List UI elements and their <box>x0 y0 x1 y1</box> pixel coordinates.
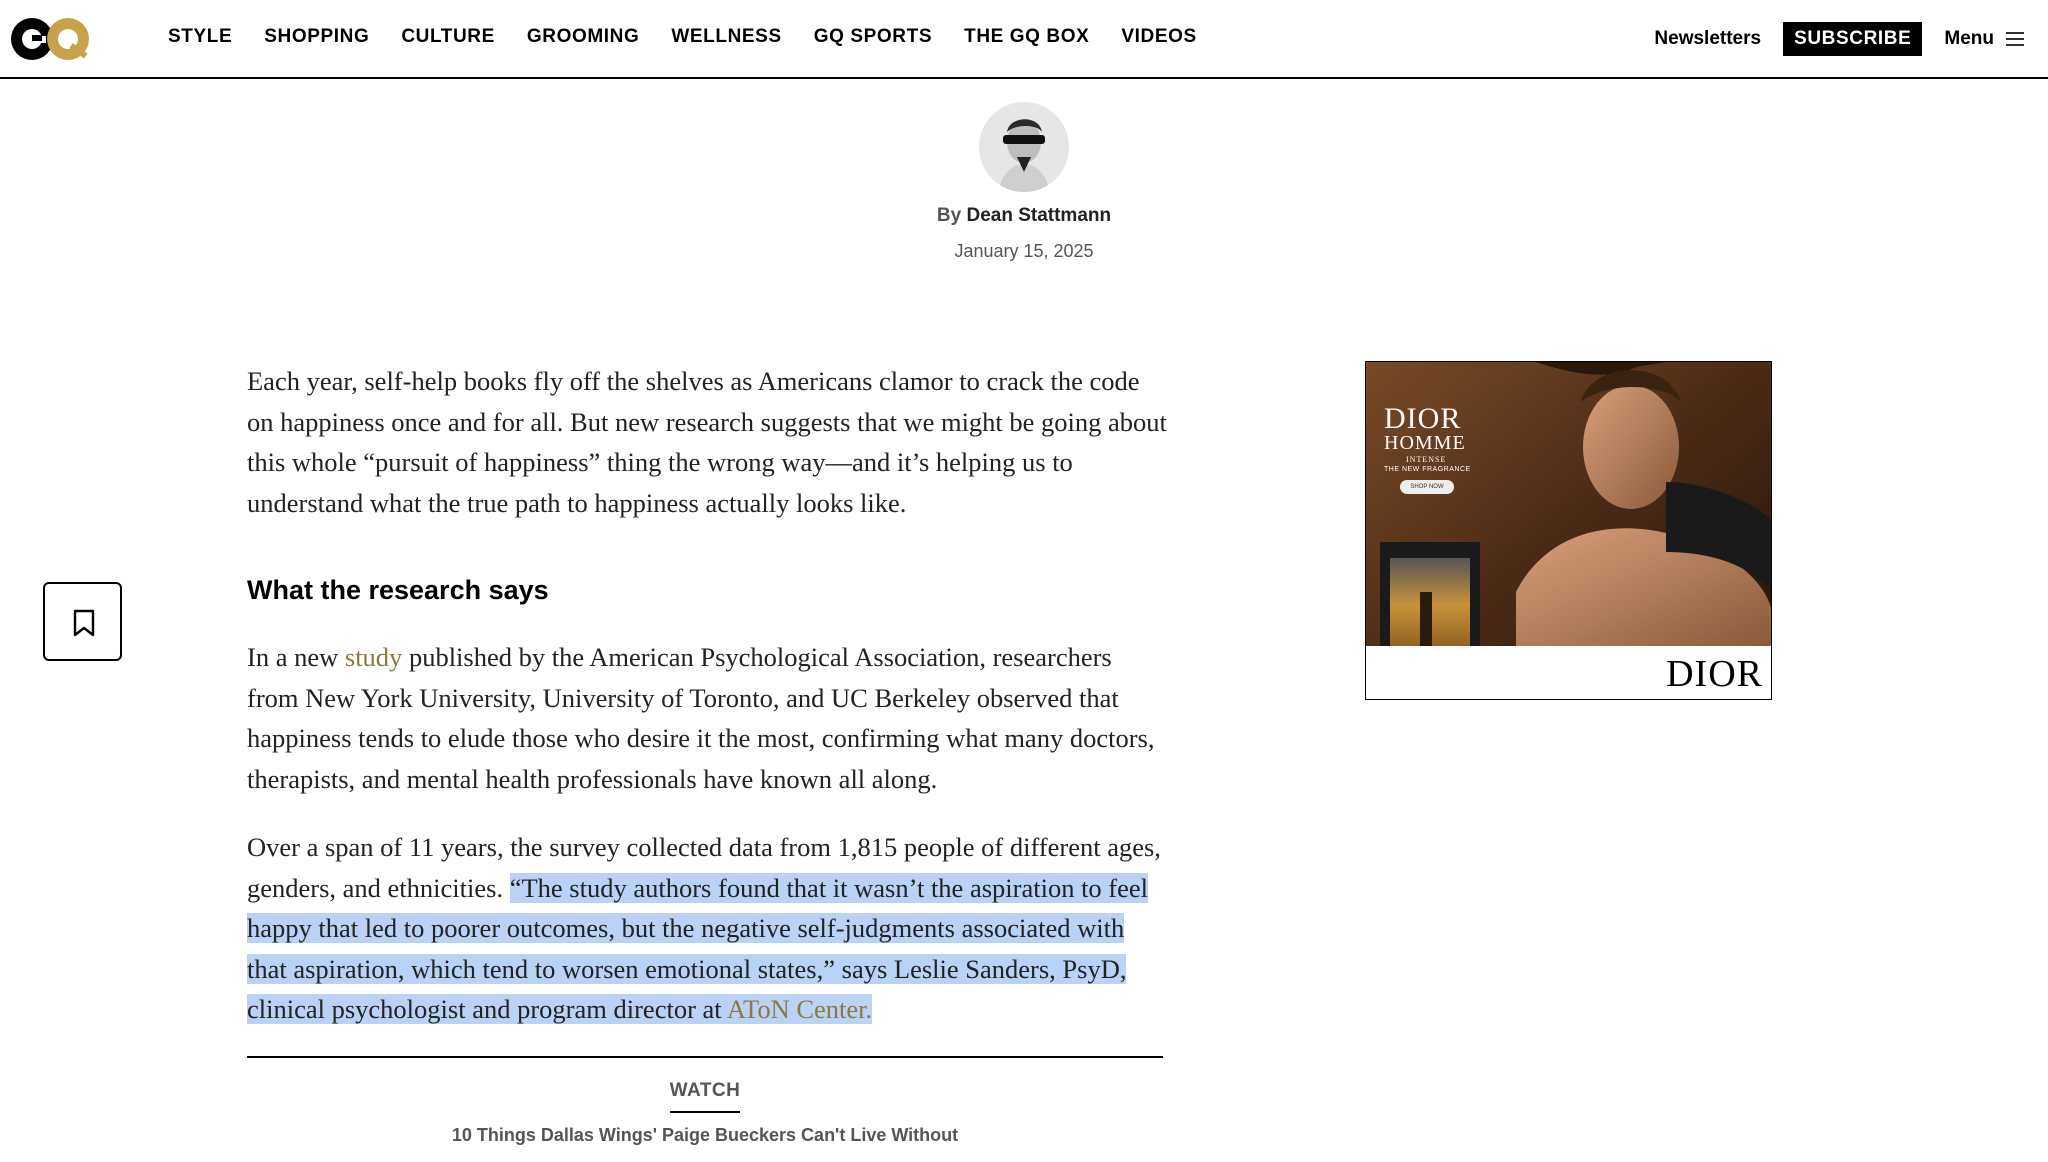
watch-label: WATCH <box>669 1080 741 1101</box>
newsletters-link[interactable]: Newsletters <box>1654 28 1762 49</box>
nav-link-shopping[interactable]: SHOPPING <box>264 26 370 47</box>
ad-variant: INTENSE <box>1406 455 1447 464</box>
nav-link-gq-sports[interactable]: GQ SPORTS <box>813 26 933 47</box>
byline <box>0 205 2048 227</box>
study-link[interactable]: study <box>344 642 403 672</box>
ad-footer-brand: DIOR <box>1666 653 1763 695</box>
top-navigation <box>0 0 2048 79</box>
menu-button[interactable] <box>1944 28 2024 50</box>
nav-link-wellness[interactable]: WELLNESS <box>671 26 782 47</box>
watch-underline <box>670 1111 740 1113</box>
article-paragraph-2 <box>247 637 1167 799</box>
paragraph-text: Over a span of 11 years, the survey collected data from 1,815 people of different ages, genders, and ethnicities. <box>247 832 1161 903</box>
nav-link-grooming[interactable]: GROOMING <box>526 26 640 47</box>
menu-label: Menu <box>1944 28 1994 49</box>
ad-brand: DIOR <box>1384 402 1462 435</box>
bookmark-icon <box>73 609 95 637</box>
aton-center-link[interactable]: AToN Center. <box>726 994 873 1025</box>
watch-divider <box>247 1056 1163 1058</box>
nav-actions <box>1654 22 2024 56</box>
nav-link-culture[interactable]: CULTURE <box>401 26 495 47</box>
nav-link-gq-box[interactable]: THE GQ BOX <box>964 26 1090 47</box>
author-avatar[interactable] <box>979 102 1069 192</box>
gq-logo[interactable] <box>10 16 92 62</box>
ad-product: HOMME <box>1384 432 1466 454</box>
watch-video-title[interactable]: 10 Things Dallas Wings' Paige Bueckers Can't Live Without <box>451 1125 959 1145</box>
selected-text: “The study authors found that it wasn’t the aspiration to feel happy that led to poorer outcomes, but the negative self-judgments associated with that aspiration, which tend to worsen emotional states,” says Leslie Sanders, PsyD, clinical psychologist and program director at <box>247 872 1149 1025</box>
ad-shop-now-button[interactable]: SHOP NOW <box>1400 480 1454 494</box>
paragraph-text: published by the American Psychological Association, researchers from New York University, University of Toronto, and UC Berkeley observed that happiness tends to elude those who desire it the most, confirming what many doctors, therapists, and mental health professionals have known all along. <box>247 642 1155 794</box>
byline-prefix: By <box>936 205 962 226</box>
section-heading: What the research says <box>247 575 549 605</box>
nav-link-videos[interactable]: VIDEOS <box>1121 26 1197 47</box>
bookmark-button[interactable] <box>43 582 122 661</box>
publish-date: January 15, 2025 <box>954 241 1094 261</box>
section-nav <box>168 26 1229 48</box>
hamburger-icon <box>2006 32 2024 46</box>
nav-link-style[interactable]: STYLE <box>168 26 233 47</box>
subscribe-button[interactable]: SUBSCRIBE <box>1783 22 1922 56</box>
dior-advertisement[interactable] <box>1365 361 1772 700</box>
ad-tagline: THE NEW FRAGRANCE <box>1384 466 1471 473</box>
author-name[interactable]: Dean Stattmann <box>966 205 1112 226</box>
article-paragraph-1: Each year, self-help books fly off the shelves as Americans clamor to crack the code on happiness once and for all. But new research suggests that we might be going about this whole “pursuit of happiness” thing the wrong way—and it’s helping us to understand what the true path to happiness actually looks like. <box>247 366 1167 518</box>
paragraph-text: In a new <box>247 642 345 672</box>
article-paragraph-3 <box>247 827 1167 1030</box>
